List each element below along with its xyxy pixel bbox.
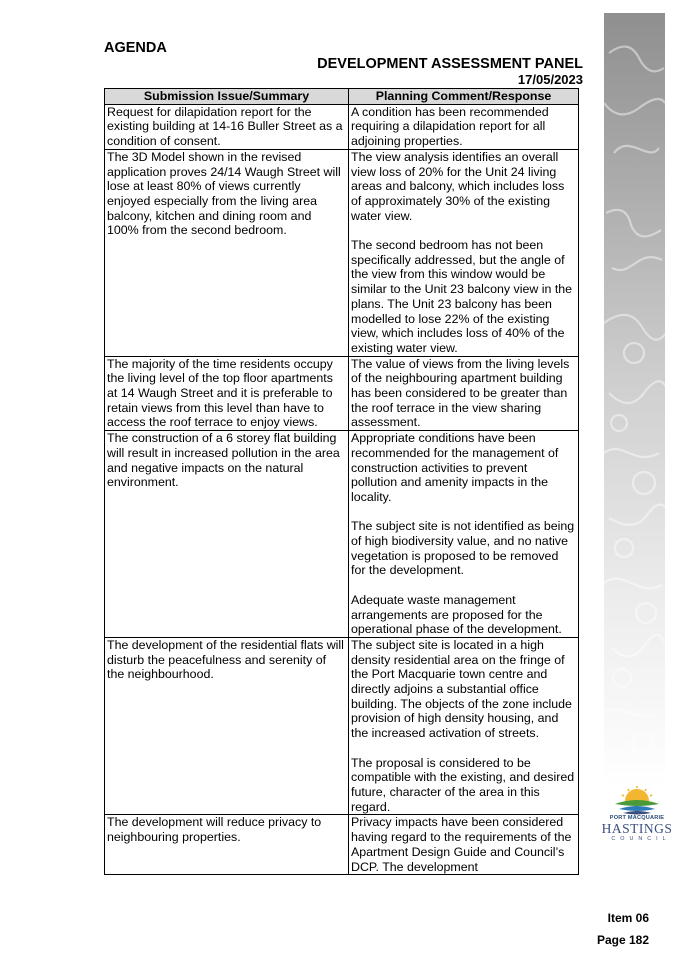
- response-text: The value of views from the living levels of the neighbouring apartment building has been considered to be greater than the roof terrace in the view sharing assessment.: [351, 356, 570, 430]
- issue-cell: [105, 149, 349, 356]
- table-header-row: [105, 89, 579, 105]
- council-logo: [599, 785, 675, 845]
- table-row: [105, 637, 579, 814]
- swirl-pattern-icon: [604, 13, 665, 787]
- response-cell: [349, 815, 579, 875]
- response-cell: [349, 149, 579, 356]
- response-text: The proposal is considered to be compatible with the existing, and desired future, character of the area in this regard.: [351, 755, 575, 814]
- issue-cell: [105, 637, 349, 814]
- table-row: [105, 104, 579, 149]
- response-text: The second bedroom has not been specifically addressed, but the angle of the view from this window would be similar to the Unit 23 balcony view in the plans. The Unit 23 balcony has been modelled to lose 22% of the existing view, which includes loss of 40% of the existing water view.: [351, 238, 573, 355]
- response-cell: [349, 104, 579, 149]
- response-cell: [349, 637, 579, 814]
- response-text: Appropriate conditions have been recommended for the management of construction activities to prevent pollution and amenity impacts in the locality.: [351, 431, 559, 504]
- column-header-issue: Submission Issue/Summary: [105, 89, 349, 105]
- issue-cell: [105, 356, 349, 431]
- issue-text: The development will reduce privacy to neighbouring properties.: [107, 815, 322, 845]
- panel-title: DEVELOPMENT ASSESSMENT PANEL: [317, 56, 583, 72]
- logo-line-hastings: HASTINGS: [601, 821, 673, 836]
- decorative-sidebar-pattern: [604, 13, 665, 787]
- issue-text: Request for dilapidation report for the existing building at 14-16 Buller Street as a condition of consent.: [107, 104, 343, 149]
- agenda-heading: AGENDA: [104, 40, 167, 56]
- logo-line-council: COUNCIL: [611, 836, 671, 842]
- response-cell: [349, 431, 579, 638]
- issue-cell: [105, 104, 349, 149]
- logo-line-port-macquarie: PORT MACQUARIE: [609, 815, 665, 821]
- response-text: Privacy impacts have been considered having regard to the requirements of the Apartment Design Guide and Council’s DCP. The development: [351, 815, 572, 874]
- submissions-table: [104, 88, 579, 875]
- response-text: The subject site is not identified as being of high biodiversity value, and no native vegetation is proposed to be removed for the development.: [351, 519, 575, 578]
- table-row: [105, 356, 579, 431]
- response-text: The subject site is located in a high density residential area on the fringe of the Port Macquarie town centre and directly adjoins a substantial office building. The objects of the zone include provision of high density housing, and the increased activation of streets.: [351, 637, 572, 741]
- table-row: [105, 149, 579, 356]
- page-number: Page 182: [596, 933, 649, 947]
- response-text: The view analysis identifies an overall view loss of 20% for the Unit 24 living areas and balcony, which includes loss of approximately 30% of the existing water view.: [351, 149, 565, 223]
- column-header-response: Planning Comment/Response: [349, 89, 579, 105]
- response-text: A condition has been recommended requiring a dilapidation report for all adjoining properties.: [351, 104, 549, 149]
- sunrise-logo-icon: [599, 785, 675, 817]
- issue-text: The 3D Model shown in the revised application proves 24/14 Waugh Street will lose at least 80% of views currently enjoyed especially from the living area balcony, kitchen and dining room and 100% from the second bedroom.: [107, 149, 341, 238]
- issue-cell: [105, 431, 349, 638]
- response-cell: [349, 356, 579, 431]
- issue-text: The majority of the time residents occupy the living level of the top floor apartments at 14 Waugh Street and it is preferable to retain views from this level than have to access the roof terrace to enjoy views.: [107, 356, 333, 430]
- table-row: [105, 431, 579, 638]
- issue-text: The construction of a 6 storey flat building will result in increased pollution in the area and negative impacts on the natural environment.: [107, 431, 340, 490]
- issue-cell: [105, 815, 349, 875]
- item-number: Item 06: [607, 911, 649, 925]
- meeting-date: 17/05/2023: [517, 72, 583, 87]
- table-row: [105, 815, 579, 875]
- issue-text: The development of the residential flats will disturb the peacefulness and serenity of the neighbourhood.: [107, 637, 344, 682]
- response-text: Adequate waste management arrangements are proposed for the operational phase of the development.: [351, 592, 562, 637]
